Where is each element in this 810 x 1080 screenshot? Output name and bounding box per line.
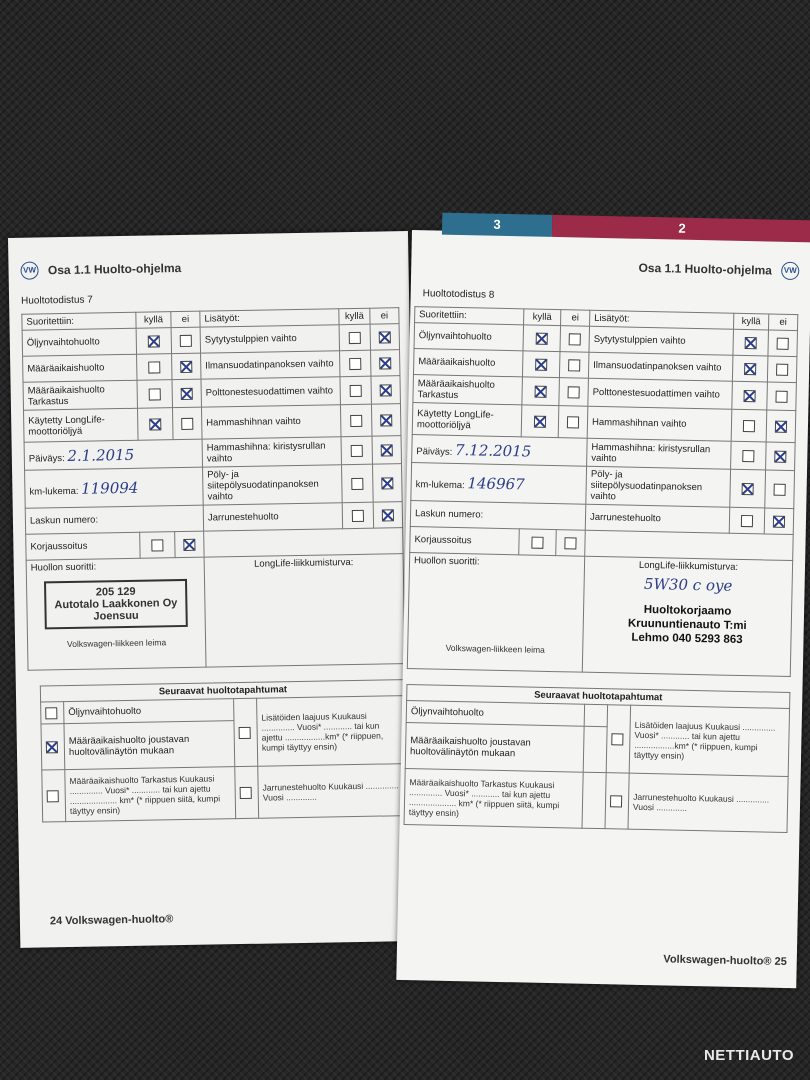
stamp-line: Joensuu xyxy=(93,609,139,623)
km-field[interactable] xyxy=(411,463,587,505)
checkbox[interactable] xyxy=(777,337,789,349)
next-item: Määräaikaishuolto joustavan huoltovälinäytön mukaan xyxy=(64,721,235,770)
checkbox[interactable] xyxy=(379,357,391,369)
checkbox[interactable] xyxy=(775,420,787,432)
checkbox[interactable] xyxy=(149,418,161,430)
checkbox[interactable] xyxy=(775,390,787,402)
extra-label: Sytytystulppien vaihto xyxy=(589,326,734,355)
right-subtitle: Huoltotodistus 8 xyxy=(422,288,495,301)
checkbox[interactable] xyxy=(569,333,581,345)
extra-label: Ilmansuodatinpanoksen vaihto xyxy=(588,352,733,381)
stamp-line: Kruununtienauto T:mi xyxy=(627,617,747,633)
next-title: Seuraavat huoltotapahtumat xyxy=(407,684,790,708)
date-value: 2.1.2015 xyxy=(67,445,135,465)
checkbox[interactable] xyxy=(45,707,57,719)
checkbox[interactable] xyxy=(534,415,546,427)
checkbox[interactable] xyxy=(148,335,160,347)
checkbox[interactable] xyxy=(741,514,753,526)
workshop-stamp xyxy=(587,602,787,648)
checkbox[interactable] xyxy=(743,419,755,431)
checkbox[interactable] xyxy=(774,450,786,462)
performer-label: Huollon suoritti: xyxy=(30,561,97,574)
checkbox[interactable] xyxy=(611,733,623,745)
checkbox[interactable] xyxy=(610,795,622,807)
checkbox[interactable] xyxy=(183,538,195,550)
next-item: Öljynvaihtohuolto xyxy=(64,699,234,724)
right-header xyxy=(423,254,799,282)
checkbox[interactable] xyxy=(149,388,161,400)
row-label: Käytetty LongLife-moottoriöljyä xyxy=(24,408,139,442)
col-no: ei xyxy=(370,308,399,325)
checkbox[interactable] xyxy=(745,336,757,348)
tab-2[interactable]: 2 xyxy=(552,215,810,242)
checkbox[interactable] xyxy=(743,389,755,401)
row-label: Öljynvaihtohuolto xyxy=(22,328,136,356)
row-label: Määräaikaishuolto Tarkastus xyxy=(413,375,523,405)
performer-cell xyxy=(407,553,584,673)
checkbox[interactable] xyxy=(239,726,251,738)
checkbox[interactable] xyxy=(382,509,394,521)
stamp-line: Huoltokorjaamo xyxy=(643,603,732,618)
extra-label: Jarrunestehuolto xyxy=(203,503,342,531)
checkbox[interactable] xyxy=(774,483,786,495)
right-header-title: Osa 1.1 Huolto-ohjelma xyxy=(638,260,773,278)
row-label: Määräaikaishuolto xyxy=(413,349,523,377)
checkbox[interactable] xyxy=(535,385,547,397)
checkbox[interactable] xyxy=(742,449,754,461)
extra-label: Pöly- ja siitepölysuodatinpanoksen vaihto xyxy=(203,465,343,505)
checkbox[interactable] xyxy=(352,509,364,521)
stamp-line: Autotalo Laakkonen Oy xyxy=(54,597,178,612)
invoice-field[interactable]: Laskun numero: xyxy=(25,505,203,534)
row-label: Määräaikaishuolto xyxy=(23,354,137,382)
km-label: km-lukema: xyxy=(415,478,465,491)
date-field[interactable] xyxy=(24,439,202,470)
stamp-line: 205 129 xyxy=(95,585,136,599)
col-no: ei xyxy=(561,310,590,327)
date-label: Päiväys: xyxy=(416,445,453,458)
next-extra-2: Jarrunestehuolto Kuukausi .............. Vuosi ............. xyxy=(258,764,408,819)
col-yes: kyllä xyxy=(339,308,370,325)
left-header xyxy=(20,255,396,282)
longlife-label: LongLife-liikkumisturva: xyxy=(253,557,354,570)
checkbox[interactable] xyxy=(773,515,785,527)
extra-label: Polttonestesuodattimen vaihto xyxy=(201,377,340,407)
col-yes: kyllä xyxy=(524,309,561,326)
left-service-table xyxy=(21,307,405,671)
checkbox[interactable] xyxy=(180,334,192,346)
next-item: Määräaikaishuolto joustavan huoltovälinäytön mukaan xyxy=(405,722,584,772)
checkbox[interactable] xyxy=(349,331,361,343)
checkbox[interactable] xyxy=(240,786,252,798)
col-performed: Suoritettiin: xyxy=(415,307,524,325)
extra-label: Ilmansuodatinpanoksen vaihto xyxy=(201,351,340,379)
right-next-services xyxy=(404,684,791,833)
extra-label: Hammashihna: kiristysrullan vaihto xyxy=(587,438,732,469)
right-page xyxy=(396,216,810,988)
vw-logo-icon: VW xyxy=(781,262,799,280)
invoice-field[interactable]: Laskun numero: xyxy=(410,501,586,531)
col-no: ei xyxy=(171,311,200,328)
extra-label: Pöly- ja siitepölysuodatinpanoksen vaihto xyxy=(586,466,731,507)
extra-label: Hammashihna: kiristysrullan vaihto xyxy=(202,437,341,467)
km-value: 146967 xyxy=(467,473,525,493)
longlife-value: 5W30 c oye xyxy=(643,574,733,595)
km-field[interactable] xyxy=(25,467,204,508)
checkbox[interactable] xyxy=(351,477,363,489)
date-label: Päiväys: xyxy=(28,452,65,465)
extra-label: Jarrunestehuolto xyxy=(585,504,730,533)
left-footer: 24 Volkswagen-huolto® xyxy=(49,913,174,928)
longlife-label: LongLife-liikkumisturva: xyxy=(638,559,739,573)
checkbox[interactable] xyxy=(181,417,193,429)
repair-label: Korjaussoitus xyxy=(26,532,140,560)
checkbox[interactable] xyxy=(568,359,580,371)
next-extra-2: Jarrunestehuolto Kuukausi .............. Vuosi ............. xyxy=(628,773,788,832)
km-value: 119094 xyxy=(80,478,139,498)
checkbox[interactable] xyxy=(567,416,579,428)
col-yes: kyllä xyxy=(733,313,768,330)
checkbox[interactable] xyxy=(531,536,543,548)
next-item: Määräaikaishuolto Tarkastus Kuukausi .............. Vuosi* ............ tai kun ajettu .................... km* (* riippuen siitä, kumpi täyttyy ensin) xyxy=(65,767,236,822)
row-label: Käytetty LongLife-moottoriöljyä xyxy=(412,403,522,437)
longlife-cell xyxy=(204,554,405,667)
date-value: 7.12.2015 xyxy=(454,440,532,461)
next-title: Seuraavat huoltotapahtumat xyxy=(40,680,405,702)
checkbox[interactable] xyxy=(379,331,391,343)
row-label: Määräaikaishuolto Tarkastus xyxy=(23,380,137,410)
vw-logo-icon: VW xyxy=(20,261,38,279)
extra-label: Hammashihnan vaihto xyxy=(201,405,341,439)
col-extra: Lisätyöt: xyxy=(590,310,734,329)
performer-cell xyxy=(26,557,206,670)
right-footer: Volkswagen-huolto® 25 xyxy=(663,953,787,969)
checkbox[interactable] xyxy=(536,332,548,344)
extra-label: Sytytystulppien vaihto xyxy=(200,325,339,353)
checkbox[interactable] xyxy=(568,386,580,398)
col-no: ei xyxy=(768,314,797,331)
col-yes: kyllä xyxy=(136,312,171,329)
left-page xyxy=(8,231,420,948)
date-field[interactable] xyxy=(412,435,588,467)
km-label: km-lukema: xyxy=(29,485,79,498)
extra-label: Hammashihnan vaihto xyxy=(587,406,732,441)
checkbox[interactable] xyxy=(181,387,193,399)
next-extra-1: Lisätöiden laajuus Kuukausi .............. Vuosi* ............ tai kun ajettu .................km* (* riippuen, kumpi täyttyy ensin) xyxy=(629,705,789,776)
checkbox[interactable] xyxy=(742,482,754,494)
right-service-table xyxy=(407,306,799,677)
checkbox[interactable] xyxy=(564,537,576,549)
repair-label: Korjaussoitus xyxy=(410,527,520,555)
dealer-stamp xyxy=(44,579,188,629)
left-next-services xyxy=(40,679,408,822)
stamp-line: Lehmo 040 5293 863 xyxy=(631,631,743,647)
checkbox[interactable] xyxy=(350,414,362,426)
tab-3[interactable]: 3 xyxy=(442,213,552,237)
checkbox[interactable] xyxy=(381,444,393,456)
next-extra-1: Lisätöiden laajuus Kuukausi .............. Vuosi* ............ tai kun ajettu .................km* (* riippuen, kumpi täyttyy ensin) xyxy=(257,696,407,767)
checkbox[interactable] xyxy=(776,363,788,375)
checkbox[interactable] xyxy=(351,444,363,456)
extra-label: Polttonestesuodattimen vaihto xyxy=(588,378,733,409)
longlife-cell xyxy=(582,556,792,676)
checkbox[interactable] xyxy=(350,384,362,396)
left-subtitle: Huoltotodistus 7 xyxy=(21,294,93,307)
left-header-title: Osa 1.1 Huolto-ohjelma xyxy=(47,260,182,278)
checkbox[interactable] xyxy=(535,358,547,370)
stamp-caption: Volkswagen-liikkeen leima xyxy=(66,637,167,650)
row-label: Öljynvaihtohuolto xyxy=(414,323,524,351)
checkbox[interactable] xyxy=(744,362,756,374)
checkbox[interactable] xyxy=(46,741,58,753)
checkbox[interactable] xyxy=(151,539,163,551)
performer-label: Huollon suoritti: xyxy=(413,555,480,568)
checkbox[interactable] xyxy=(148,361,160,373)
checkbox[interactable] xyxy=(349,357,361,369)
next-item: Määräaikaishuolto Tarkastus Kuukausi .............. Vuosi* ............ tai kun ajettu .................... km* (* riippuen siitä, kumpi täyttyy ensin) xyxy=(404,768,583,828)
checkbox[interactable] xyxy=(381,477,393,489)
stamp-caption: Volkswagen-liikkeen leima xyxy=(445,642,545,655)
col-performed: Suoritettiin: xyxy=(22,312,136,330)
nettiauto-watermark: NETTIAUTO xyxy=(703,1047,794,1064)
checkbox[interactable] xyxy=(380,384,392,396)
col-extra: Lisätyöt: xyxy=(200,309,339,327)
checkbox[interactable] xyxy=(380,414,392,426)
checkbox[interactable] xyxy=(180,360,192,372)
checkbox[interactable] xyxy=(47,790,59,802)
next-item: Öljynvaihtohuolto xyxy=(406,700,584,726)
